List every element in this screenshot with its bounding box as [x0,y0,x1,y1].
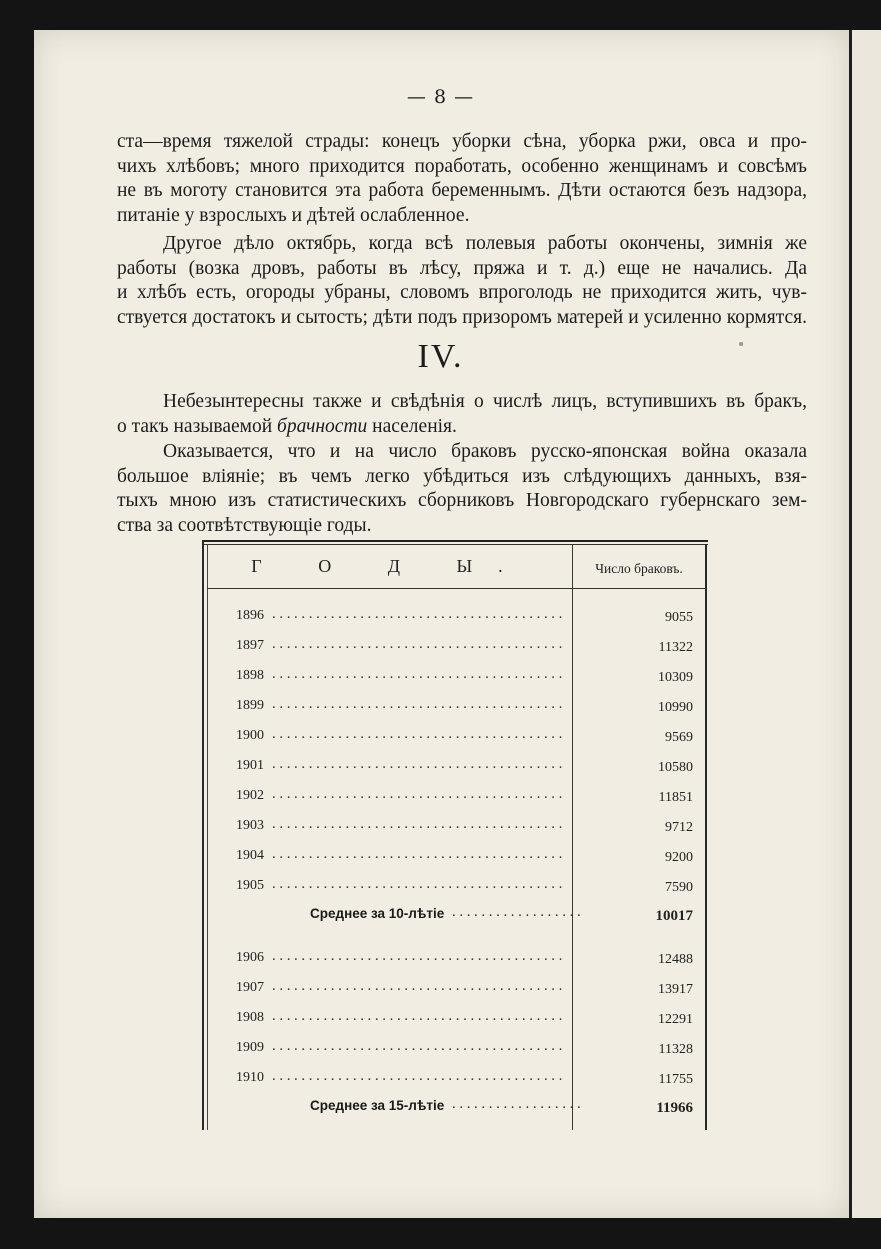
count-cell: 11322 [658,640,693,655]
count-cell: 10580 [658,760,693,775]
table-row [202,848,708,870]
text-line [117,415,807,440]
count-cell: 9712 [665,820,693,835]
facing-page-edge [849,30,881,1218]
table-row [202,950,708,972]
table-row [202,1070,708,1092]
count-cell: 7590 [665,880,693,895]
table-row [202,728,708,750]
count-cell: 11851 [658,790,693,805]
year-cell: 1906 [236,950,264,965]
leader-dots: ........................................ [272,696,566,712]
leader-dots: ........................................ [272,876,566,892]
year-cell: 1904 [236,848,264,863]
table-row [202,788,708,810]
count-cell: 9055 [665,610,693,625]
average-value: 10017 [655,908,693,924]
average-label: Среднее за 15-лѣтіе [310,1098,445,1113]
section-heading: IV. [417,338,464,375]
text-line: питаніе у взрослыхъ и дѣтей ослабленное. [117,204,470,226]
leader-dots: ........................................ [272,636,566,652]
text-line: и хлѣбъ есть, огороды убраны, словомъ впроголодь не приходится жить, чув- [117,282,807,303]
text-line: тыхъ мною изъ статистическихъ сборниковъ Новгородскаго губернскаго зем- [117,490,807,511]
text-line: Небезынтересны также и свѣдѣнія о числѣ лицъ, вступившихъ въ бракъ, [163,391,807,412]
leader-dots: ........................................ [272,1068,566,1084]
table-row [202,668,708,690]
text-line: чихъ хлѣбовъ; много приходится поработать, особенно женщинамъ и совсѣмъ [117,155,807,177]
year-cell: 1900 [236,728,264,743]
average-row-15-years [202,1098,708,1120]
count-cell: 9200 [665,850,693,865]
text-line: большое вліяніе; въ чемъ легко убѣдиться изъ слѣдующихъ данныхъ, взя- [117,465,807,487]
table-border [202,544,708,545]
header-marriages-count: Число браковъ. [595,561,683,576]
year-cell: 1897 [236,638,264,653]
paragraph-1 [117,130,807,228]
table-row [202,1040,708,1062]
table-row [202,638,708,660]
table-row [202,698,708,720]
average-label: Среднее за 10-лѣтіе [310,906,445,921]
count-cell: 11755 [658,1072,693,1087]
year-cell: 1905 [236,878,264,893]
paragraph-2 [117,232,807,330]
table-row [202,608,708,630]
year-cell: 1903 [236,818,264,833]
count-cell: 12488 [658,952,693,967]
leader-dots: .................. [452,904,585,920]
leader-dots: ........................................ [272,786,566,802]
leader-dots: ........................................ [272,816,566,832]
leader-dots: ........................................ [272,606,566,622]
leader-dots: ........................................ [272,1008,566,1024]
leader-dots: ........................................ [272,726,566,742]
paragraph-4 [117,440,807,538]
italic-term: брачности [277,415,368,437]
year-cell: 1907 [236,980,264,995]
year-cell: 1908 [236,1010,264,1025]
year-cell: 1898 [236,668,264,683]
header-rule [207,588,707,589]
table-row [202,980,708,1002]
text-line: ствуется достатокъ и сытость; дѣти подъ призоромъ матерей и усиленно кормятся. [117,306,807,328]
leader-dots: ........................................ [272,846,566,862]
leader-dots: ........................................ [272,756,566,772]
leader-dots: ........................................ [272,978,566,994]
text-line: Другое дѣло октябрь, когда всѣ полевыя работы окончены, зимнія же [163,233,807,254]
marriages-table [202,540,708,1130]
paragraph-3 [117,390,807,439]
header-years: Г О Д Ы. [251,556,529,576]
count-cell: 9569 [665,730,693,745]
text-segment: населенія. [372,415,457,437]
count-cell: 13917 [658,982,693,997]
text-line: ста—время тяжелой страды: конецъ уборки сѣна, уборка ржи, овса и про- [117,131,807,152]
leader-dots: ........................................ [272,666,566,682]
count-cell: 11328 [658,1042,693,1057]
text-line: не въ моготу становится эта работа беременнымъ. Дѣти остаются безъ надзора, [117,180,807,201]
table-row [202,758,708,780]
text-segment: о такъ называемой [117,415,273,437]
year-cell: 1901 [236,758,264,773]
year-cell: 1896 [236,608,264,623]
average-value: 11966 [656,1100,693,1116]
year-cell: 1909 [236,1040,264,1055]
table-row [202,818,708,840]
text-line: Оказывается, что и на число браковъ русско-японская война оказала [163,441,807,462]
count-cell: 10309 [658,670,693,685]
page-number: — 8 — [406,86,475,108]
text-line: работы (возка дровъ, работы въ лѣсу, пряжа и т. д.) еще не начались. Да [117,257,807,279]
count-cell: 12291 [658,1012,693,1027]
year-cell: 1910 [236,1070,264,1085]
table-row [202,1010,708,1032]
table-border [202,540,708,542]
leader-dots: ........................................ [272,948,566,964]
text-line: ства за соотвѣтствующіе годы. [117,514,372,536]
leader-dots: .................. [452,1096,585,1112]
year-cell: 1902 [236,788,264,803]
table-row [202,878,708,900]
year-cell: 1899 [236,698,264,713]
count-cell: 10990 [658,700,693,715]
leader-dots: ........................................ [272,1038,566,1054]
average-row-10-years [202,906,708,928]
